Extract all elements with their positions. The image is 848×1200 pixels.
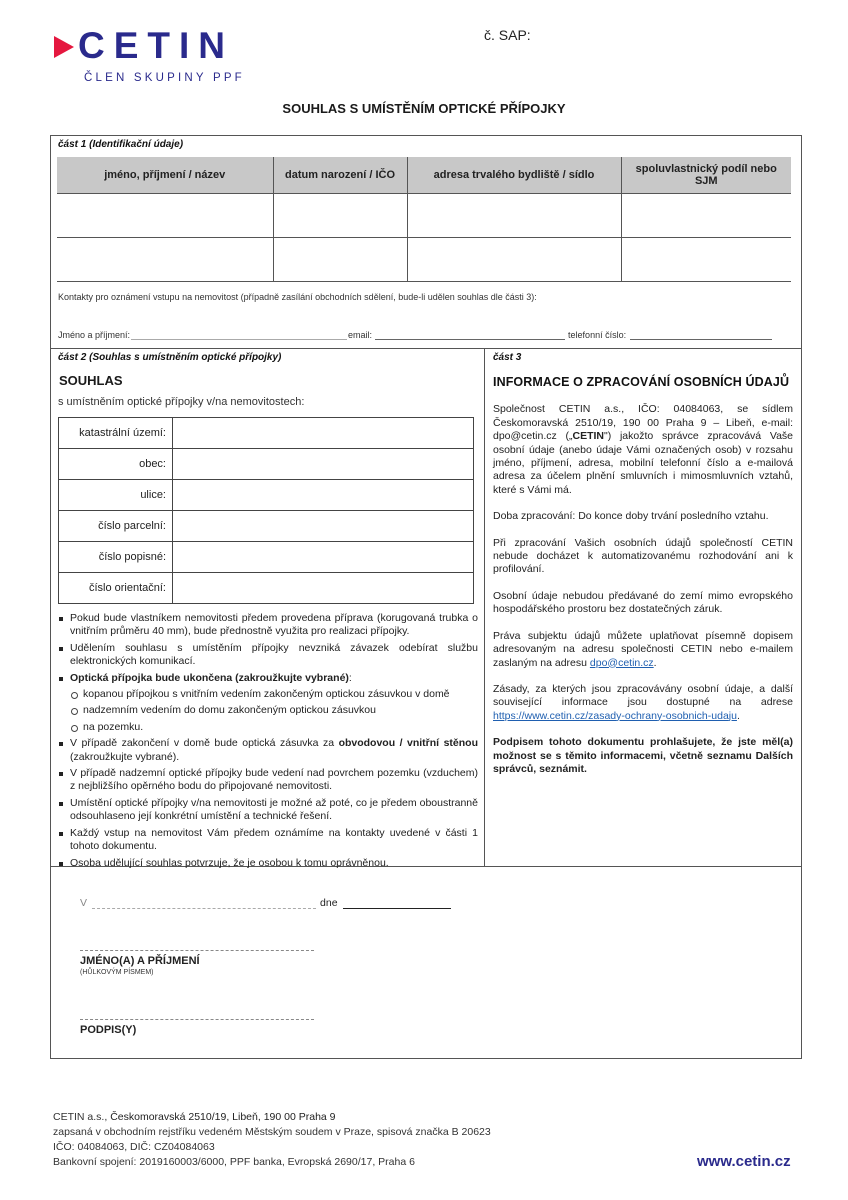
sap-number-label: č. SAP:: [484, 27, 531, 43]
privacy-paragraph: Doba zpracování: Do konce doby trvání posledního vztahu.: [493, 510, 769, 523]
list-item: Každý vstup na nemovitost Vám předem oznámíme na kontakty uvedené v části 1 tohoto dokumentu.: [58, 827, 478, 854]
p6-text: Zásady, za kterých jsou zpracovávány osobní údaje, a další související informace jsou dostupné na adrese: [493, 682, 793, 709]
contact-phone-label: telefonní číslo:: [568, 330, 627, 340]
footer-line: zapsaná v obchodním rejstříku vedeném Městským soudem v Praze, spisová značka B 20623: [53, 1126, 491, 1138]
list-item: Umístění optické přípojky v/na nemovitosti je možné až poté, co je předem oboustranně odsouhlaseno její konkrétní umístění a technické řešení.: [58, 797, 478, 824]
list-item: [58, 737, 478, 764]
p5-text: Práva subjektu údajů můžete uplatňovat písemně dopisem adresovaným na adresu společnosti CETIN nebo e-mailem zaslaným na adresu: [493, 629, 793, 669]
part3-label: část 3: [493, 352, 522, 363]
footer-company: CETIN a.s.,: [53, 1111, 111, 1123]
field-label: katastrální území:: [59, 418, 173, 449]
signature-label: PODPIS(Y): [80, 1024, 137, 1036]
share-cell[interactable]: [621, 237, 791, 281]
divider-columns: [484, 348, 485, 866]
address-cell[interactable]: [407, 237, 621, 281]
date-field[interactable]: [343, 900, 451, 909]
list-item: Udělením souhlasu s umístěním přípojky nevzniká závazek odebírat službu elektronických komunikací.: [58, 642, 478, 669]
p5-tail: .: [653, 656, 657, 669]
table-row: [59, 418, 474, 449]
p6-tail: .: [736, 709, 740, 722]
table-row: [59, 511, 474, 542]
place-prefix: V: [80, 897, 88, 909]
b4-text: V případě zakončení v domě bude optická zásuvka za: [70, 737, 339, 750]
municipality-input[interactable]: [173, 449, 474, 480]
table-row: [59, 573, 474, 604]
field-label: číslo orientační:: [59, 573, 173, 604]
termination-option-dug[interactable]: kopanou přípojkou s vnitřním vedením zakončeným optickou zásuvkou v domě: [70, 688, 478, 701]
place-field[interactable]: [92, 900, 316, 909]
footer-line: [53, 1110, 491, 1125]
contact-email-field[interactable]: [375, 331, 565, 340]
logo-wordmark: CETIN: [78, 25, 234, 66]
list-item: V případě nadzemní optické přípojky bude vedení nad povrchem pozemku (vzduchem) z nejbližšího opěrného bodu do připojované nemovitosti.: [58, 767, 478, 794]
document-title: [0, 101, 848, 116]
name-cell[interactable]: [57, 193, 273, 237]
field-label: číslo popisné:: [59, 542, 173, 573]
p1-text-tail: ") jakožto správce zpracovává Vaše osobní údaje (anebo údaje Vámi označených osob) v rozsahu jméno, příjmení, adresa, mobilní telefonní číslo a e-mailová adresa za účelem plnění smluvních i mimosmluvních vztahů, které s Vámi má.: [493, 430, 793, 496]
table-row: [57, 193, 791, 237]
p1-bold: CETIN: [572, 430, 604, 443]
house-number-input[interactable]: [173, 542, 474, 573]
privacy-paragraph: [493, 683, 793, 723]
consent-subheading: s umístněním optické přípojky v/na nemovitostech:: [58, 396, 305, 408]
consent-heading: SOUHLAS: [59, 373, 123, 388]
logo-tagline: ČLEN SKUPINY PPF: [84, 72, 245, 84]
col-address: adresa trvalého bydliště / sídlo: [407, 157, 621, 193]
contact-name-label: Jméno a příjmení:: [58, 330, 131, 340]
document-title-text: SOUHLAS S UMÍSTĚNÍM OPTICKÉ PŘÍPOJKY: [282, 101, 566, 116]
privacy-paragraph: [493, 630, 793, 670]
contact-email-label: email:: [348, 330, 373, 340]
table-row: [59, 480, 474, 511]
termination-heading-tail: :: [348, 671, 352, 684]
list-item: Pokud bude vlastníkem nemovitosti předem provedena příprava (korugovaná trubka o vnitřním průměru 40 mm), bude přednostně využita pro realizaci přípojky.: [58, 612, 478, 639]
privacy-paragraph: [493, 403, 793, 497]
signature-line[interactable]: [80, 1019, 314, 1020]
privacy-declaration: Podpisem tohoto dokumentu prohlašujete, že jste měl(a) možnost se s těmito informacemi, včetně seznamu Dalších správců, seznámit.: [493, 736, 793, 775]
parcel-number-input[interactable]: [173, 511, 474, 542]
termination-option-overhead[interactable]: nadzemním vedením do domu zakončeným optickou zásuvkou: [70, 704, 478, 717]
property-table: [58, 417, 474, 604]
part1-label: část 1 (Identifikační údaje): [58, 139, 184, 150]
table-row: [59, 542, 474, 573]
termination-heading: Optická přípojka bude ukončena (zakroužkujte vybrané): [70, 671, 349, 684]
table-row: [59, 449, 474, 480]
contacts-row: [58, 330, 773, 340]
contact-phone-field[interactable]: [630, 331, 772, 340]
identification-table: [57, 157, 791, 282]
termination-option-land[interactable]: na pozemku.: [70, 721, 478, 734]
website-link[interactable]: www.cetin.cz: [697, 1153, 791, 1170]
list-item: [58, 672, 478, 735]
cetin-logo: [52, 25, 252, 90]
date-label: dne: [320, 897, 338, 909]
conditions-list: [58, 612, 478, 873]
name-label: JMÉNO(A) A PŘÍJMENÍ: [80, 955, 200, 967]
place-date-row: [80, 897, 452, 909]
name-signature-line[interactable]: [80, 950, 314, 951]
privacy-info: [493, 376, 793, 789]
col-ownership-share: spoluvlastnický podíl nebo SJM: [621, 157, 791, 193]
list-item: Osoba udělující souhlas potvrzuje, že je osobou k tomu oprávněnou.: [58, 857, 478, 870]
dpo-email-link[interactable]: dpo@cetin.cz: [589, 656, 654, 669]
birthdate-cell[interactable]: [273, 193, 407, 237]
privacy-paragraph: Osobní údaje nebudou předávané do zemí mimo evropského hospodářského prostoru bez dostatečných záruk.: [493, 589, 793, 616]
field-label: číslo parcelní:: [59, 511, 173, 542]
col-birthdate-ico: datum narození / IČO: [273, 157, 407, 193]
field-label: obec:: [59, 449, 173, 480]
cadastral-area-input[interactable]: [173, 418, 474, 449]
logo-triangle-icon: [54, 36, 74, 58]
identification-header-row: [57, 157, 791, 193]
privacy-heading: INFORMACE O ZPRACOVÁNÍ OSOBNÍCH ÚDAJŮ: [493, 375, 790, 389]
col-name: jméno, příjmení / název: [57, 157, 273, 193]
footer-line: Bankovní spojení: 2019160003/6000, PPF banka, Evropská 2690/17, Praha 6: [53, 1156, 415, 1168]
street-input[interactable]: [173, 480, 474, 511]
part2-label: část 2 (Souhlas s umístněním optické přípojky): [58, 352, 282, 363]
field-label: ulice:: [59, 480, 173, 511]
privacy-paragraph: Při zpracování Vašich osobních údajů společností CETIN nebude docházet k automatizovanému rozhodování ani k profilování.: [493, 536, 793, 576]
birthdate-cell[interactable]: [273, 237, 407, 281]
name-cell[interactable]: [57, 237, 273, 281]
privacy-policy-link[interactable]: https://www.cetin.cz/zasady-ochrany-osobnich-udaju: [493, 709, 737, 722]
share-cell[interactable]: [621, 193, 791, 237]
name-hint: (HŮLKOVÝM PÍSMEM): [80, 969, 154, 976]
contact-name-field[interactable]: [131, 331, 347, 340]
company-footer: [53, 1110, 491, 1170]
address-cell[interactable]: [407, 193, 621, 237]
table-row: [57, 237, 791, 281]
b4-tail: (zakroužkujte vybrané).: [70, 750, 180, 763]
footer-line: IČO: 04084063, DIČ: CZ04084063: [53, 1141, 215, 1153]
wall-choice[interactable]: obvodovou / vnitřní stěnou: [338, 737, 478, 750]
contacts-note: Kontakty pro oznámení vstupu na nemovitost (případně zasílání obchodních sdělení, bude-li udělen souhlas dle části 3):: [58, 292, 537, 302]
termination-options: [70, 688, 478, 734]
orientation-number-input[interactable]: [173, 573, 474, 604]
divider-part1: [50, 348, 802, 349]
p1-text: Společnost CETIN a.s., IČO: 04084063, se sídlem Českomoravská 2510/19, 190 00 Praha 9 – Libeň, e-mail: dpo@cetin.cz („: [493, 403, 793, 443]
footer-address: Českomoravská 2510/19, Libeň, 190 00 Praha 9: [110, 1111, 336, 1123]
